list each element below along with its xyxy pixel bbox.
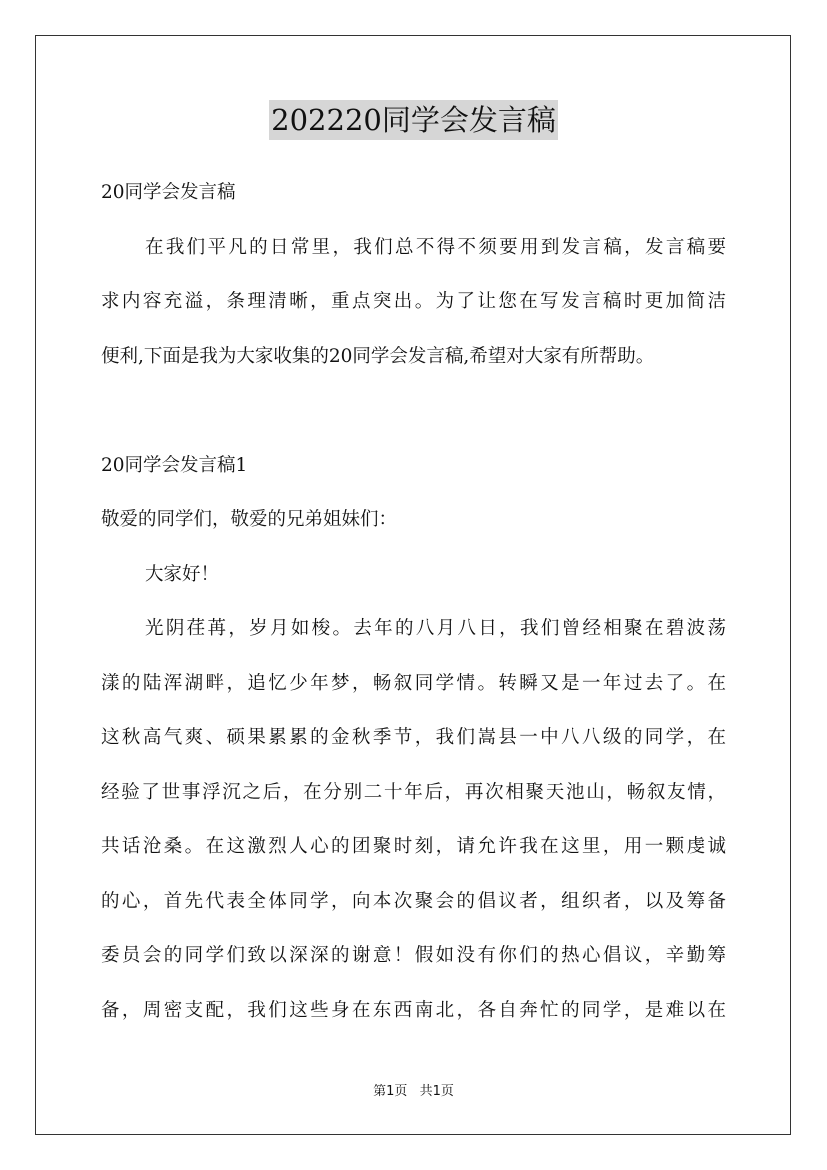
paragraph-line: 求内容充溢，条理清晰，重点突出。为了让您在写发言稿时更加简洁 bbox=[101, 291, 726, 312]
section-heading: 20同学会发言稿1 bbox=[101, 454, 248, 476]
subtitle-line: 20同学会发言稿 bbox=[101, 182, 236, 203]
paragraph-line: 经验了世事浮沉之后，在分别二十年后，再次相聚天池山，畅叙友情， bbox=[101, 781, 726, 803]
document-body bbox=[101, 175, 726, 1047]
paragraph-line: 漾的陆浑湖畔，追忆少年梦，畅叙同学情。转瞬又是一年过去了。在 bbox=[101, 672, 726, 694]
paragraph-line: 便利,下面是我为大家收集的20同学会发言稿,希望对大家有所帮助。 bbox=[101, 345, 655, 367]
paragraph-line: 光阴荏苒，岁月如梭。去年的八月八日，我们曾经相聚在碧波荡 bbox=[145, 618, 726, 639]
paragraph-line: 在我们平凡的日常里，我们总不得不须要用到发言稿，发言稿要 bbox=[145, 236, 726, 258]
salutation-line: 敬爱的同学们，敬爱的兄弟姐妹们： bbox=[101, 509, 398, 530]
paragraph-line: 共话沧桑。在这激烈人心的团聚时刻，请允许我在这里，用一颗虔诚 bbox=[101, 836, 726, 857]
greeting-line: 大家好！ bbox=[145, 563, 220, 585]
page-total: 共1页 bbox=[419, 1084, 454, 1099]
paragraph-line: 的心，首先代表全体同学，向本次聚会的倡议者，组织者，以及筹备 bbox=[101, 890, 726, 912]
paragraph-line: 备，周密支配，我们这些身在东西南北，各自奔忙的同学，是难以在 bbox=[101, 999, 726, 1021]
paragraph-line: 委员会的同学们致以深深的谢意！假如没有你们的热心倡议，辛勤筹 bbox=[101, 945, 726, 966]
blank-line bbox=[101, 393, 726, 429]
paragraph-line: 这秋高气爽、硕果累累的金秋季节，我们嵩县一中八八级的同学，在 bbox=[101, 727, 726, 748]
document-title: 202220同学会发言稿 bbox=[269, 100, 558, 140]
page-number: 第1页 bbox=[373, 1084, 408, 1099]
title-wrapper bbox=[0, 100, 827, 140]
page-footer bbox=[0, 1080, 827, 1099]
